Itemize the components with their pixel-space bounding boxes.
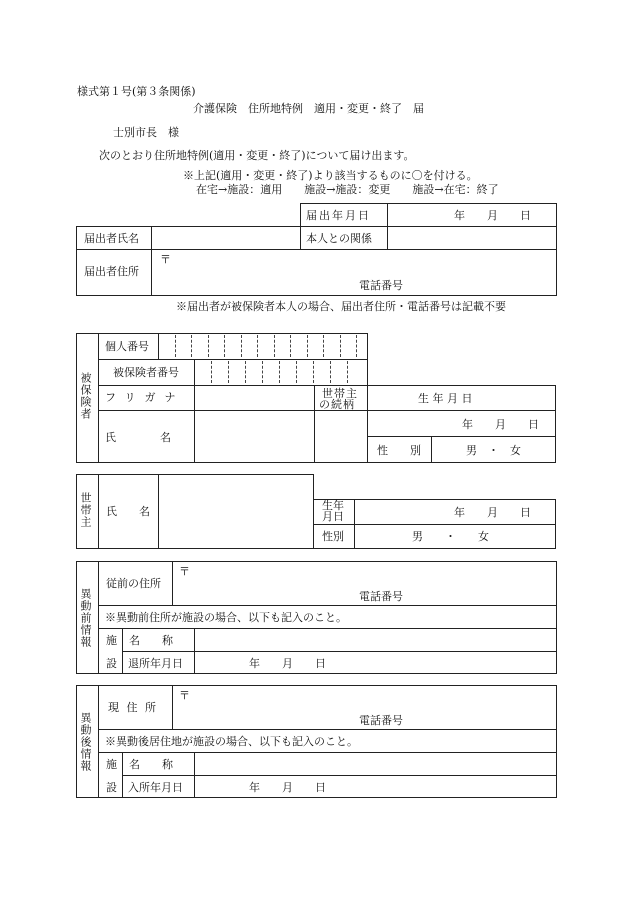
householder-gender-options[interactable]: 男 ・ 女 — [412, 530, 489, 543]
insured-name-label: 氏 名 — [105, 431, 171, 444]
insured-name-field[interactable] — [200, 414, 310, 459]
insured-number-label: 被保険者番号 — [113, 366, 179, 379]
facility-label-2: 設 — [106, 781, 117, 794]
selection-note-detail: 在宅→施設：適用 施設→施設：変更 施設→在宅：終了 — [196, 183, 499, 196]
after-facility-note: ※異動後居住地が施設の場合、以下も記入のこと。 — [105, 735, 358, 748]
householder-birth-field[interactable]: 年 月 日 — [454, 506, 531, 519]
current-address-label: 現 住 所 — [108, 701, 158, 714]
discharge-date-field[interactable]: 年 月 日 — [249, 657, 326, 670]
furigana-label: フリガナ — [105, 391, 185, 404]
relation-field[interactable] — [319, 414, 363, 459]
applicant-relation-label: 本人との関係 — [306, 232, 372, 245]
relation-label-2: の続柄 — [319, 398, 355, 411]
previous-address-label: 従前の住所 — [106, 577, 161, 590]
householder-birth-label: 生年 — [322, 499, 344, 512]
admission-date-field[interactable]: 年 月 日 — [249, 781, 326, 794]
before-move-section-label: 異動前情報 — [79, 588, 92, 648]
householder-gender-label: 性別 — [322, 530, 344, 543]
insured-section-label: 被保険者 — [79, 372, 92, 420]
lead-text: 次のとおり住所地特例(適用・変更・終了)について届け出ます。 — [99, 149, 415, 162]
householder-name-label: 氏 名 — [106, 505, 150, 518]
submission-date-label: 届出年月日 — [306, 209, 371, 222]
previous-address-field[interactable] — [194, 566, 550, 586]
admission-date-label: 入所年月日 — [128, 781, 183, 794]
facility-label-2: 設 — [106, 657, 117, 670]
householder-section-label: 世帯主 — [79, 492, 92, 528]
householder-birth-label-2: 月日 — [322, 510, 344, 523]
applicant-relation-field[interactable] — [392, 230, 552, 247]
selection-note: ※上記(適用・変更・終了)より該当するものに〇を付ける。 — [183, 169, 478, 182]
furigana-field[interactable] — [200, 389, 310, 407]
previous-phone-label: 電話番号 — [359, 590, 403, 603]
postal-mark: 〒 — [179, 689, 190, 702]
householder-name-field[interactable] — [164, 480, 308, 544]
form-number: 様式第１号(第３条関係) — [77, 85, 196, 98]
before-facility-note: ※異動前住所が施設の場合、以下も記入のこと。 — [105, 611, 347, 624]
discharge-date-label: 退所年月日 — [128, 657, 183, 670]
addressee: 士別市長 様 — [113, 126, 179, 139]
insured-birth-label: 生 年 月 日 — [418, 392, 473, 405]
current-phone-label: 電話番号 — [359, 714, 403, 727]
before-facility-name-label: 名 称 — [129, 634, 173, 647]
applicant-footnote: ※届出者が被保険者本人の場合、届出者住所・電話番号は記載不要 — [176, 300, 506, 313]
applicant-address-field[interactable] — [175, 254, 550, 274]
before-facility-name-field[interactable] — [200, 632, 550, 649]
postal-mark: 〒 — [179, 565, 190, 578]
applicant-name-label: 届出者氏名 — [84, 232, 139, 245]
applicant-phone-label: 電話番号 — [359, 279, 403, 292]
form-title: 介護保険 住所地特例 適用・変更・終了 届 — [193, 102, 424, 115]
current-address-field[interactable] — [194, 690, 550, 710]
personal-number-label: 個人番号 — [105, 340, 149, 353]
insured-gender-options[interactable]: 男 ・ 女 — [466, 444, 521, 457]
postal-mark: 〒 — [160, 253, 171, 266]
after-facility-name-label: 名 称 — [129, 758, 173, 771]
insured-birth-field[interactable]: 年 月 日 — [462, 418, 539, 431]
after-move-section-label: 異動後情報 — [79, 712, 92, 772]
facility-label: 施 — [106, 634, 117, 647]
facility-label: 施 — [106, 758, 117, 771]
applicant-address-label: 届出者住所 — [84, 265, 139, 278]
insured-gender-label: 性 別 — [377, 444, 421, 457]
submission-date-field[interactable]: 年 月 日 — [454, 209, 531, 222]
after-facility-name-field[interactable] — [200, 756, 550, 773]
relation-label: 世帯主 — [322, 387, 358, 400]
applicant-name-field[interactable] — [160, 230, 295, 247]
